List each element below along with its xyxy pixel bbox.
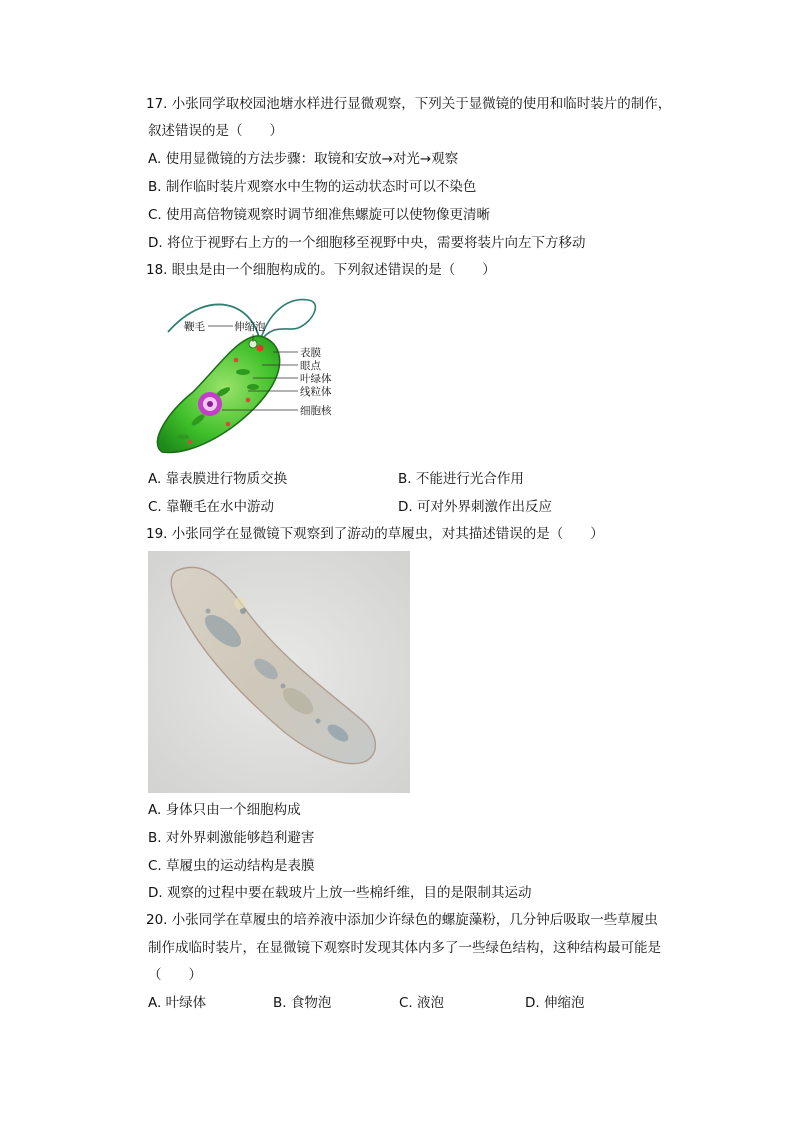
q17-option-b: B. 制作临时装片观察水中生物的运动状态时可以不染色: [148, 179, 477, 195]
q20-option-d: D. 伸缩泡: [525, 995, 585, 1011]
label-chloroplast: 叶绿体: [300, 373, 332, 385]
q20-option-a: A. 叶绿体: [148, 995, 207, 1011]
q20-option-b: B. 食物泡: [273, 995, 332, 1011]
q18-option-a: A. 靠表膜进行物质交换: [148, 471, 288, 487]
label-eyespot: 眼点: [300, 360, 321, 372]
q19-option-c: C. 草履虫的运动结构是表膜: [148, 858, 315, 874]
label-contractile-vacuole: 伸缩泡: [234, 321, 266, 333]
q17-option-d: D. 将位于视野右上方的一个细胞移至视野中央，需要将装片向左下方移动: [148, 235, 586, 251]
q20-stem-line3: （ ）: [148, 967, 202, 983]
label-mitochondria: 线粒体: [300, 386, 332, 398]
q17-option-a: A. 使用显微镜的方法步骤：取镜和安放→对光→观察: [148, 151, 459, 167]
q17-option-c: C. 使用高倍物镜观察时调节细准焦螺旋可以使物像更清晰: [148, 207, 491, 223]
flagellum-shape: [260, 300, 315, 342]
q17-stem-line2: 叙述错误的是（ ）: [148, 123, 283, 139]
label-pellicle: 表膜: [300, 347, 321, 359]
label-nucleus: 细胞核: [300, 405, 332, 417]
paramecium-micrograph: [148, 551, 410, 793]
q19-option-b: B. 对外界刺激能够趋利避害: [148, 830, 315, 846]
q19-stem: 19. 小张同学在显微镜下观察到了游动的草履虫，对其描述错误的是（ ）: [146, 526, 604, 542]
q19-option-a: A. 身体只由一个细胞构成: [148, 802, 301, 818]
q18-option-d: D. 可对外界刺激作出反应: [398, 499, 552, 515]
q18-option-c: C. 靠鞭毛在水中游动: [148, 499, 275, 515]
q20-option-c: C. 液泡: [399, 995, 445, 1011]
q18-stem: 18. 眼虫是由一个细胞构成的。下列叙述错误的是（ ）: [146, 262, 496, 278]
q19-option-d: D. 观察的过程中要在载玻片上放一些棉纤维，目的是限制其运动: [148, 885, 532, 901]
q18-option-b: B. 不能进行光合作用: [398, 471, 524, 487]
euglena-diagram: [148, 292, 348, 460]
q17-stem-line1: 17. 小张同学取校园池塘水样进行显微观察，下列关于显微镜的使用和临时装片的制作，: [146, 96, 672, 112]
q20-stem-line1: 20. 小张同学在草履虫的培养液中添加少许绿色的螺旋藻粉，几分钟后吸取一些草履虫: [146, 912, 658, 928]
label-flagellum: 鞭毛: [184, 321, 205, 333]
q20-stem-line2: 制作成临时装片，在显微镜下观察时发现其体内多了一些绿色结构，这种结构最可能是: [148, 940, 661, 956]
